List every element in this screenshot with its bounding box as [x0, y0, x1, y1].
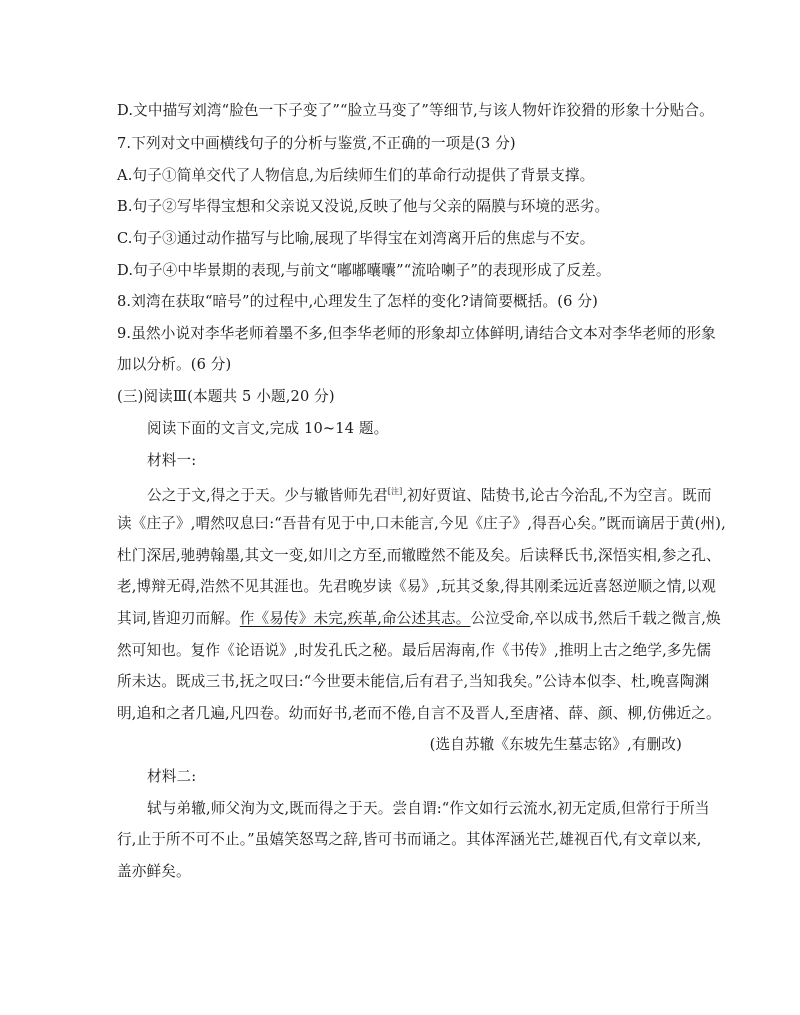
- material-1-label: 材料一:: [147, 452, 197, 469]
- question-8: 8.刘湾在获取“暗号”的过程中,心理发生了怎样的变化?请简要概括。(6 分): [117, 293, 598, 310]
- question-7-option-b: B.句子②写毕得宝想和父亲说又没说,反映了他与父亲的隔膜与环境的恶劣。: [117, 198, 610, 215]
- material-1-line-7: 所未达。既成三书,抚之叹曰:“今世要未能信,后有君子,当知我矣。”公诗本似李、杜,晚喜陶渊: [117, 673, 710, 690]
- material-2-line-1: 轼与弟辙,师父洵为文,既而得之于天。尝自谓:“作文如行云流水,初无定质,但常行于所当: [147, 800, 710, 817]
- material-1-line-5: 其词,皆迎刃而解。作《易传》未完,疾革,命公述其志。公泣受命,卒以成书,然后千载之微言,焕: [117, 610, 721, 627]
- annotation-mark: [注]: [387, 487, 403, 496]
- material-1-line-4: 老,博辩无碍,浩然不见其涯也。先君晚岁读《易》,玩其爻象,得其刚柔远近喜怒逆顺之情,以观: [117, 578, 716, 595]
- question-9-line-1: 9.虽然小说对李华老师着墨不多,但李华老师的形象却立体鲜明,请结合文本对李华老师的形象: [117, 325, 716, 342]
- question-7-stem: 7.下列对文中画横线句子的分析与鉴赏,不正确的一项是(3 分): [117, 135, 516, 152]
- material-1-line-8: 明,追和之者几遍,凡四卷。幼而好书,老而不倦,自言不及晋人,至唐褚、薛、颜、柳,仿佛近之。: [117, 705, 721, 722]
- question-7-option-d: D.句子④中毕景期的表现,与前文“嘟嘟囔囔”“流哈喇子”的表现形成了反差。: [117, 262, 611, 279]
- section-heading: (三)阅读Ⅲ(本题共 5 小题,20 分): [117, 388, 335, 405]
- material-1-line-3: 杜门深居,驰骋翰墨,其文一变,如川之方至,而辙瞠然不能及矣。后读释氏书,深悟实相,参之孔、: [117, 547, 721, 564]
- material-2-label: 材料二:: [147, 768, 197, 785]
- material-1-line-6: 然可知也。复作《论语说》,时发孔氏之秘。最后居海南,作《书传》,推明上古之绝学,多先儒: [117, 642, 712, 659]
- material-1-line-2: 读《庄子》,喟然叹息曰:“吾昔有见于中,口未能言,今见《庄子》,得吾心矣。”既而谪居于黄(州),: [117, 515, 726, 532]
- question-7-option-c: C.句子③通过动作描写与比喻,展现了毕得宝在刘湾离开后的焦虑与不安。: [117, 230, 595, 247]
- question-6-option-d: D.文中描写刘湾“脸色一下子变了”“脸立马变了”等细节,与该人物奸诈狡猾的形象十分贴合。: [117, 102, 714, 119]
- question-7-option-a: A.句子①简单交代了人物信息,为后续师生们的革命行动提供了背景支撑。: [117, 167, 595, 184]
- question-9-line-2: 加以分析。(6 分): [117, 356, 232, 373]
- underlined-sentence: 作《易传》未完,疾革,命公述其志。: [239, 610, 471, 627]
- material-1-source: (选自苏辙《东坡先生墓志铭》,有删改): [429, 736, 682, 753]
- material-1-line-1: 公之于文,得之于天。少与辙皆师先君[注],初好贾谊、陆贽书,论古今治乱,不为空言。既而: [147, 487, 712, 504]
- material-2-line-2: 行,止于所不可不止。”虽嬉笑怒骂之辞,皆可书而诵之。其体浑涵光芒,雄视百代,有文章以来,: [117, 831, 702, 848]
- reading-instructions: 阅读下面的文言文,完成 10~14 题。: [147, 420, 389, 437]
- material-2-line-3: 盖亦鲜矣。: [117, 863, 191, 880]
